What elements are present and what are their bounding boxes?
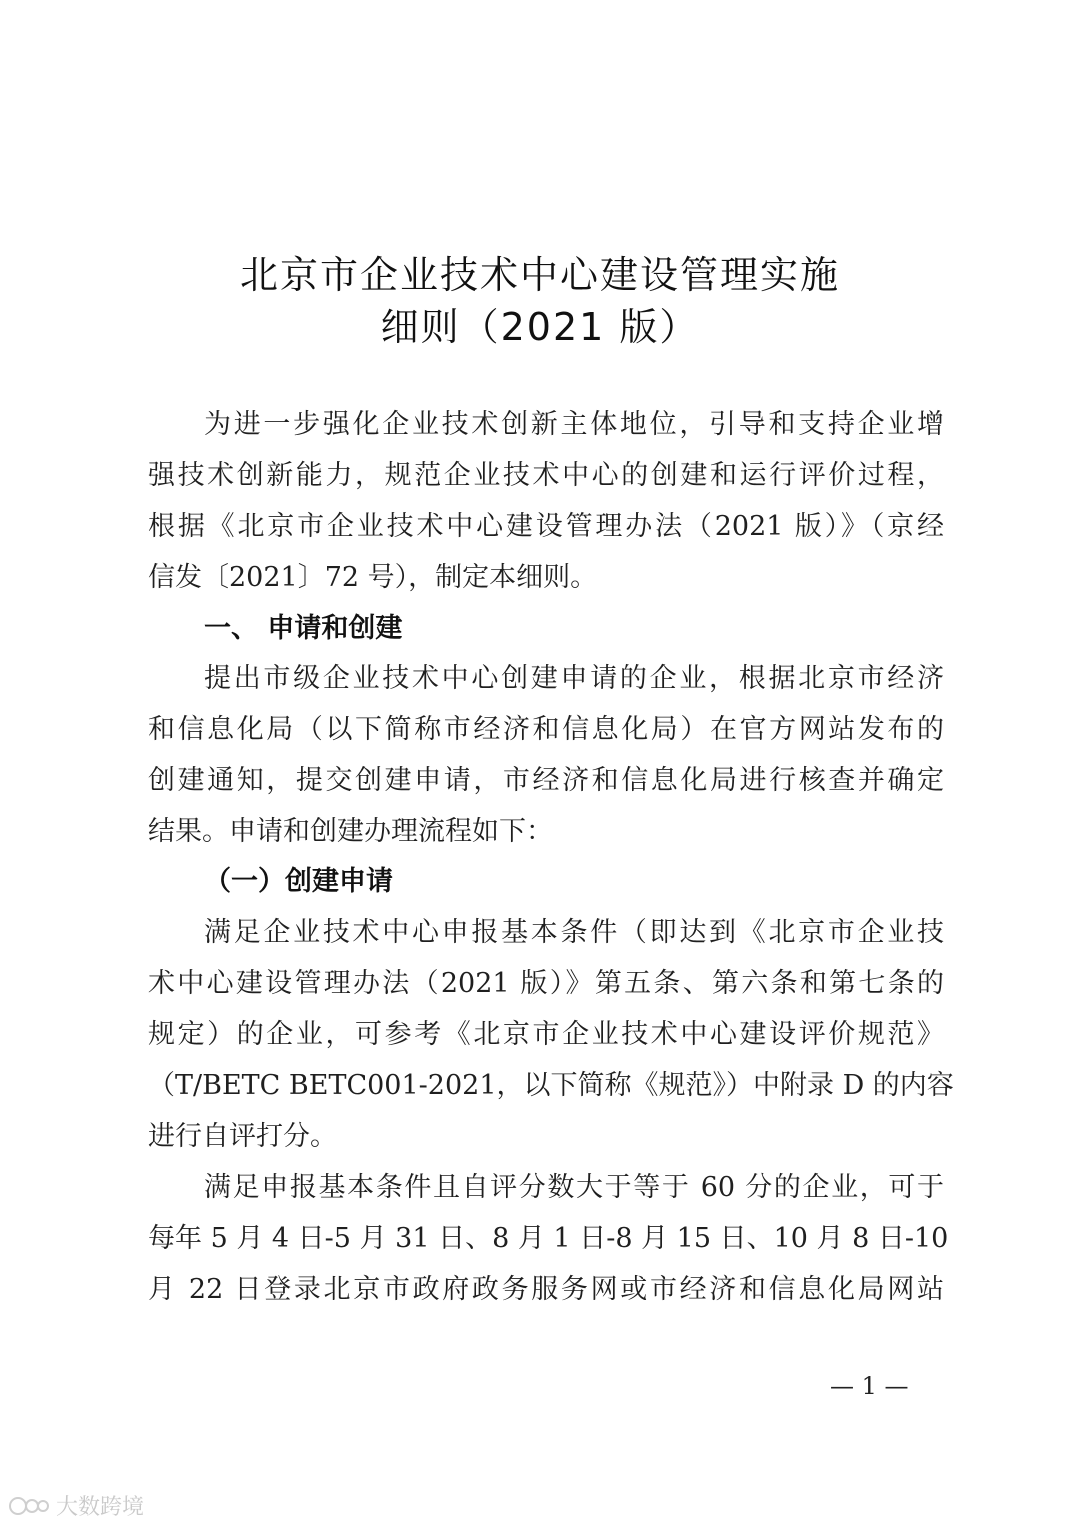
sub1-para1-line: 术中心建设管理办法（2021 版）》第五条、第六条和第七条的 xyxy=(148,968,944,999)
sub1-para2-line: 满足申报基本条件且自评分数大于等于 60 分的企业，可于 xyxy=(204,1172,944,1203)
section1-line: 和信息化局（以下简称市经济和信息化局）在官方网站发布的 xyxy=(148,714,944,745)
sub1-para2-line: 每年 5 月 4 日-5 月 31 日、8 月 1 日-8 月 15 日、10 月 8 日-10 xyxy=(148,1223,949,1254)
sub1-para1-line: （T/BETC BETC001-2021，以下简称《规范》）中附录 D 的内容 xyxy=(148,1070,954,1101)
intro-line: 为进一步强化企业技术创新主体地位，引导和支持企业增 xyxy=(204,409,944,440)
sub1-para2-line: 月 22 日登录北京市政府政务服务网或市经济和信息化局网站 xyxy=(148,1274,944,1305)
section1-line: 创建通知，提交创建申请，市经济和信息化局进行核查并确定 xyxy=(148,765,944,796)
watermark-text: 大数跨境 xyxy=(56,1495,145,1520)
sub1-para1-line: 满足企业技术中心申报基本条件（即达到《北京市企业技 xyxy=(204,917,944,948)
section1-line: 提出市级企业技术中心创建申请的企业，根据北京市经济 xyxy=(204,663,944,694)
subsection-heading: （一）创建申请 xyxy=(204,866,393,897)
document-title-line-2: 细则（2021 版） xyxy=(380,305,700,349)
intro-line: 强技术创新能力，规范企业技术中心的创建和运行评价过程， xyxy=(148,460,944,491)
intro-line: 信发〔2021〕72 号），制定本细则。 xyxy=(148,562,598,593)
document-title-line-1: 北京市企业技术中心建设管理实施 xyxy=(239,253,840,297)
watermark-logo-icon xyxy=(8,1493,50,1519)
section1-line: 结果。申请和创建办理流程如下： xyxy=(148,816,553,847)
sub1-para1-line: 规定）的企业，可参考《北京市企业技术中心建设评价规范》 xyxy=(148,1019,944,1050)
watermark xyxy=(8,1490,144,1521)
sub1-para1-line: 进行自评打分。 xyxy=(148,1121,337,1152)
intro-line: 根据《北京市企业技术中心建设管理办法（2021 版）》（京经 xyxy=(148,511,944,542)
section-heading: 一、 申请和创建 xyxy=(204,613,403,644)
page-number: — 1 — xyxy=(830,1372,909,1400)
